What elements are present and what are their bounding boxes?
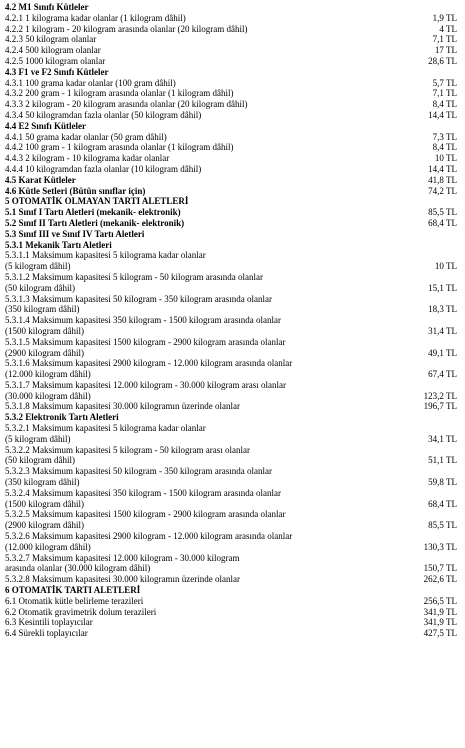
item-label-line-2: (30.000 kilogram dâhil) [5, 390, 91, 401]
item-label-line-2: (12.000 kilogram dâhil) [5, 369, 91, 380]
item-label-line-2: (50 kilogram dâhil) [5, 282, 75, 293]
price-row [5, 628, 457, 639]
item-price: 85,5 TL [428, 207, 457, 218]
price-row [5, 132, 457, 143]
item-label [5, 218, 422, 229]
item-label-line: 4.3.3 2 kilogram - 20 kilogram arasında olanlar (20 kilogram dâhil) [5, 99, 248, 110]
price-row [5, 45, 457, 56]
item-price: 41,8 TL [428, 174, 457, 185]
item-label [5, 445, 422, 467]
item-label-line: 5.3.2.2 Maksimum kapasitesi 5 kilogram - 50 kilogram arası olanlar [5, 444, 250, 455]
item-price: 18,3 TL [428, 304, 457, 315]
price-row [5, 78, 457, 89]
item-label-line: 4.2.1 1 kilograma kadar olanlar (1 kilogram dâhil) [5, 12, 186, 23]
price-row [5, 531, 457, 553]
item-price: 8,4 TL [432, 99, 457, 110]
item-label-line: 5 OTOMATİK OLMAYAN TARTI ALETLERİ [5, 196, 189, 207]
item-label [5, 617, 418, 628]
price-row [5, 596, 457, 607]
price-row [5, 488, 457, 510]
item-label-line: 4.4.3 2 kilogram - 10 kilograma kadar olanlar [5, 153, 170, 164]
item-label-line: 5.3.2.5 Maksimum kapasitesi 1500 kilogram - 2900 kilogram arasında olanlar [5, 509, 286, 520]
item-label-line: 4.4.1 50 grama kadar olanlar (50 gram dâhil) [5, 131, 167, 142]
item-label-line-2: (1500 kilogram dâhil) [5, 498, 84, 509]
item-label-line-2: (5 kilogram dâhil) [5, 433, 71, 444]
item-label-line: 5.3.2.7 Maksimum kapasitesi 12.000 kilogram - 30.000 kilogram [5, 552, 240, 563]
item-label-line-2: (350 kilogram dâhil) [5, 304, 80, 315]
item-label [5, 596, 418, 607]
item-label [5, 67, 451, 78]
section-heading-row [5, 121, 457, 132]
price-row [5, 401, 457, 412]
item-price: 427,5 TL [423, 628, 457, 639]
item-label-line-2: (2900 kilogram dâhil) [5, 520, 84, 531]
price-row [5, 272, 457, 294]
item-label-line: 5.3.2.4 Maksimum kapasitesi 350 kilogram - 1500 kilogram arasında olanlar [5, 487, 281, 498]
item-label [5, 88, 427, 99]
item-label [5, 56, 422, 67]
item-label-line-2: (350 kilogram dâhil) [5, 477, 80, 488]
item-label [5, 574, 418, 585]
item-label-line: 4.3.4 50 kilogramdan fazla olanlar (50 kilogram dâhil) [5, 109, 202, 120]
item-label [5, 196, 451, 207]
item-price: 1,9 TL [432, 12, 457, 23]
section-heading-row [5, 196, 457, 207]
item-label-line: 5.3.1.7 Maksimum kapasitesi 12.000 kilogram - 30.000 kilogram arası olanlar [5, 379, 286, 390]
item-label-line-2: (12.000 kilogram dâhil) [5, 541, 91, 552]
item-label [5, 24, 433, 35]
item-price: 31,4 TL [428, 325, 457, 336]
item-label-line: 6.4 Sürekli toplayıcılar [5, 628, 88, 639]
item-price: 14,4 TL [428, 163, 457, 174]
item-label [5, 553, 418, 575]
item-price: 7,1 TL [432, 88, 457, 99]
item-price: 341,9 TL [423, 617, 457, 628]
item-label-line: 5.3 Sınıf III ve Sınıf IV Tartı Aletleri [5, 228, 145, 239]
item-price: 67,4 TL [428, 369, 457, 380]
item-label [5, 466, 422, 488]
item-price: 34,1 TL [428, 433, 457, 444]
item-label-line: 6.2 Otomatik gravimetrik dolum terazileri [5, 606, 157, 617]
item-label-line-2: (50 kilogram dâhil) [5, 455, 75, 466]
item-price: 68,4 TL [428, 498, 457, 509]
price-list-document [5, 2, 457, 639]
price-row [5, 294, 457, 316]
item-label [5, 186, 422, 197]
price-row [5, 24, 457, 35]
section-heading-row [5, 240, 457, 251]
item-price: 130,3 TL [423, 541, 457, 552]
price-row [5, 88, 457, 99]
item-label-line: 5.3.1.2 Maksimum kapasitesi 5 kilogram - 50 kilogram arasında olanlar [5, 271, 263, 282]
item-label-line: 5.3.2.6 Maksimum kapasitesi 2900 kilogram - 12.000 kilogram arasında olanlar [5, 531, 293, 542]
price-row [5, 153, 457, 164]
item-price: 68,4 TL [428, 217, 457, 228]
item-label [5, 240, 451, 251]
item-label-line: 4.2.5 1000 kilogram olanlar [5, 55, 106, 66]
price-row [5, 380, 457, 402]
item-label [5, 272, 422, 294]
item-price: 150,7 TL [423, 563, 457, 574]
item-label [5, 207, 422, 218]
price-row [5, 617, 457, 628]
item-price: 7,3 TL [432, 131, 457, 142]
item-label-line-2: (5 kilogram dâhil) [5, 261, 71, 272]
item-label [5, 358, 422, 380]
item-price: 51,1 TL [428, 455, 457, 466]
item-label [5, 294, 422, 316]
item-label-line: 5.3.2.8 Maksimum kapasitesi 30.000 kilogramın üzerinde olanlar [5, 574, 240, 585]
item-label-line: 4.2 M1 Sınıfı Kütleler [5, 2, 89, 12]
item-label [5, 132, 427, 143]
item-label-line: 4.2.4 500 kilogram olanlar [5, 45, 101, 56]
item-label-line: 5.3.2.1 Maksimum kapasitesi 5 kilograma kadar olanlar [5, 423, 206, 434]
item-label-line: 5.3.1.3 Maksimum kapasitesi 50 kilogram - 350 kilogram arasında olanlar [5, 293, 272, 304]
item-label [5, 153, 429, 164]
item-price: 17 TL [434, 45, 457, 56]
price-row [5, 315, 457, 337]
item-label [5, 337, 422, 359]
item-label [5, 121, 451, 132]
price-row [5, 509, 457, 531]
item-label [5, 78, 427, 89]
price-row [5, 553, 457, 575]
item-label [5, 509, 422, 531]
item-label [5, 34, 427, 45]
item-label [5, 628, 418, 639]
item-price: 59,8 TL [428, 477, 457, 488]
price-row [5, 445, 457, 467]
price-row [5, 164, 457, 175]
price-row [5, 607, 457, 618]
price-row [5, 250, 457, 272]
item-label [5, 45, 429, 56]
item-label-line-2: (2900 kilogram dâhil) [5, 347, 84, 358]
item-label [5, 423, 422, 445]
item-label [5, 13, 427, 24]
item-price: 7,1 TL [432, 34, 457, 45]
item-price: 196,7 TL [423, 401, 457, 412]
item-price: 341,9 TL [423, 606, 457, 617]
price-row [5, 13, 457, 24]
price-row [5, 574, 457, 585]
section-heading-row [5, 585, 457, 596]
item-label-line: 4.4 E2 Sınıfı Kütleler [5, 120, 86, 131]
item-label-line: 5.3.1.8 Maksimum kapasitesi 30.000 kilogramın üzerinde olanlar [5, 401, 240, 412]
item-label [5, 380, 418, 402]
item-label-line-2: (1500 kilogram dâhil) [5, 325, 84, 336]
item-price: 85,5 TL [428, 520, 457, 531]
item-label-line: 4.5 Karat Kütleler [5, 174, 76, 185]
item-label [5, 110, 422, 121]
item-label-line: 5.3.2 Elektronik Tartı Aletleri [5, 412, 119, 423]
item-label [5, 488, 422, 510]
item-price: 28,6 TL [428, 55, 457, 66]
item-label [5, 585, 451, 596]
item-label [5, 250, 429, 272]
section-heading-row [5, 186, 457, 197]
price-row [5, 142, 457, 153]
item-label-line: 4.3 F1 ve F2 Sınıfı Kütleler [5, 66, 109, 77]
item-label [5, 142, 427, 153]
item-price: 49,1 TL [428, 347, 457, 358]
price-row [5, 337, 457, 359]
item-label-line: 5.3.1.4 Maksimum kapasitesi 350 kilogram - 1500 kilogram arasında olanlar [5, 315, 281, 326]
section-heading-row [5, 218, 457, 229]
price-row [5, 110, 457, 121]
item-label-line: 6.3 Kesintili toplayıcılar [5, 617, 93, 628]
item-price: 14,4 TL [428, 109, 457, 120]
item-label [5, 412, 451, 423]
price-row [5, 56, 457, 67]
item-label-line: 6 OTOMATİK TARTI ALETLERİ [5, 585, 141, 596]
item-price: 123,2 TL [423, 390, 457, 401]
item-label-line: 6.1 Otomatik kütle belirleme terazileri [5, 595, 144, 606]
price-row [5, 358, 457, 380]
section-heading-row [5, 2, 457, 13]
item-label-line: 4.6 Kütle Setleri (Bütün sınıflar için) [5, 185, 146, 196]
item-label-line: 4.4.2 100 gram - 1 kilogram arasında olanlar (1 kilogram dâhil) [5, 142, 234, 153]
item-label [5, 607, 418, 618]
item-label-line: 4.3.1 100 grama kadar olanlar (100 gram dâhil) [5, 77, 176, 88]
section-heading-row [5, 207, 457, 218]
item-label-line: 5.3.1 Mekanik Tartı Aletleri [5, 239, 112, 250]
item-label [5, 229, 451, 240]
item-price: 4 TL [439, 23, 457, 34]
item-label [5, 175, 422, 186]
price-row [5, 34, 457, 45]
item-label [5, 315, 422, 337]
item-label-line: 5.3.1.1 Maksimum kapasitesi 5 kilograma kadar olanlar [5, 250, 206, 261]
item-label-line: 4.2.3 50 kilogram olanlar [5, 34, 97, 45]
section-heading-row [5, 412, 457, 423]
item-price: 74,2 TL [428, 185, 457, 196]
item-label-line: 5.3.1.5 Maksimum kapasitesi 1500 kilogram - 2900 kilogram arasında olanlar [5, 336, 286, 347]
item-label-line-2: arasında olanlar (30.000 kilogram dâhil) [5, 563, 151, 574]
item-label-line: 4.4.4 10 kilogramdan fazla olanlar (10 kilogram dâhil) [5, 163, 202, 174]
item-label-line: 5.2 Sınıf II Tartı Aletleri (mekanik- elektronik) [5, 217, 185, 228]
item-label-line: 4.2.2 1 kilogram - 20 kilogram arasında olanlar (20 kilogram dâhil) [5, 23, 248, 34]
item-price: 5,7 TL [432, 77, 457, 88]
item-label-line: 4.3.2 200 gram - 1 kilogram arasında olanlar (1 kilogram dâhil) [5, 88, 234, 99]
price-row [5, 99, 457, 110]
item-price: 10 TL [434, 153, 457, 164]
item-price: 15,1 TL [428, 282, 457, 293]
item-label-line: 5.1 Sınıf I Tartı Aletleri (mekanik- elektronik) [5, 207, 181, 218]
section-heading-row [5, 229, 457, 240]
item-label-line: 5.3.2.3 Maksimum kapasitesi 50 kilogram - 350 kilogram arasında olanlar [5, 466, 272, 477]
item-label [5, 2, 451, 13]
item-label [5, 531, 418, 553]
item-price: 8,4 TL [432, 142, 457, 153]
item-price: 262,6 TL [423, 574, 457, 585]
section-heading-row [5, 67, 457, 78]
item-label [5, 164, 422, 175]
item-price: 256,5 TL [423, 595, 457, 606]
item-price: 10 TL [434, 261, 457, 272]
price-row [5, 466, 457, 488]
item-label [5, 99, 427, 110]
price-row [5, 423, 457, 445]
item-label [5, 401, 418, 412]
item-label-line: 5.3.1.6 Maksimum kapasitesi 2900 kilogram - 12.000 kilogram arasında olanlar [5, 358, 293, 369]
section-heading-row [5, 175, 457, 186]
